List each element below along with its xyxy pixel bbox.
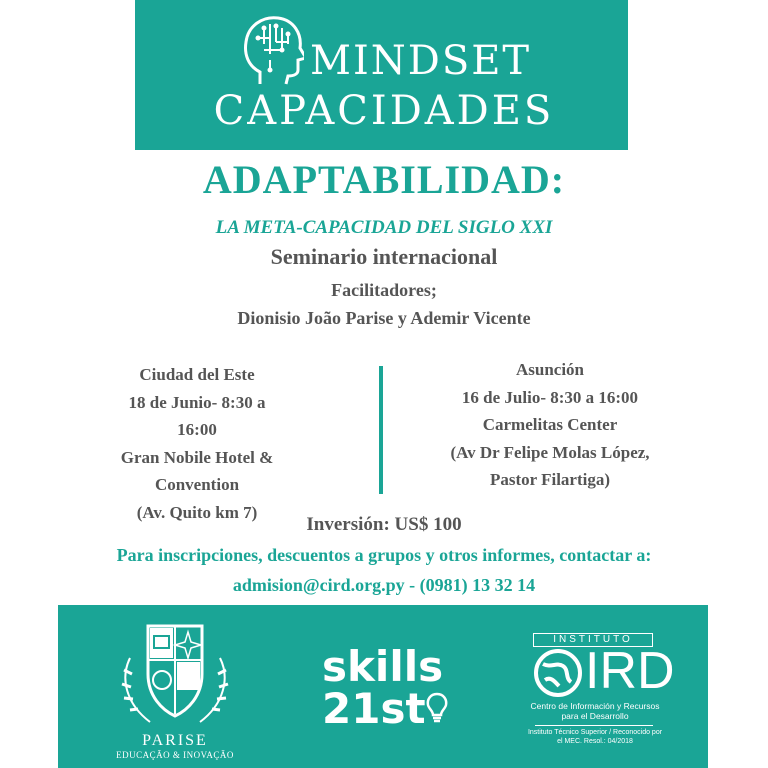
event-line: Carmelitas Center	[482, 415, 618, 434]
event-line: 16 de Julio- 8:30 a 16:00	[461, 387, 639, 407]
parise-name: PARISE	[142, 732, 208, 749]
brand-name-line1: MINDSET	[310, 38, 532, 84]
cird-divider	[535, 725, 653, 726]
event-line: Asunción	[515, 360, 585, 379]
event-line: Pastor Filartiga)	[489, 470, 611, 489]
skills-word: skills	[322, 642, 444, 691]
globe-icon	[533, 648, 583, 698]
seminar-label: Seminario internacional	[270, 244, 498, 269]
event-line: 16:00	[177, 420, 217, 439]
event-line: (Av Dr Felipe Molas López,	[450, 442, 650, 462]
contact-instructions: Para inscripciones, descuentos a grupos y otros informes, contactar a:	[116, 545, 652, 565]
event-line: Gran Nobile Hotel &	[120, 447, 274, 467]
event-line: Convention	[154, 475, 240, 494]
head-circuit-icon	[240, 14, 304, 86]
page-subtitle: LA META-CAPACIDAD DEL SIGLO XXI	[215, 217, 553, 238]
event-asuncion	[430, 356, 670, 494]
contact-details[interactable]: admision@cird.org.py - (0981) 13 32 14	[232, 575, 536, 595]
cird-institute-label: INSTITUTO	[533, 633, 653, 647]
skills-21st-word: 21st	[322, 684, 426, 733]
parise-crest-logo	[110, 618, 240, 730]
column-divider	[379, 366, 383, 494]
cird-description: Centro de Información y Recursos para el Desarrollo	[530, 701, 660, 721]
facilitators-names: Dionisio João Parise y Ademir Vicente	[237, 308, 531, 328]
facilitators-label: Facilitadores;	[331, 280, 437, 300]
event-ciudad-del-este	[102, 361, 292, 526]
event-line: Ciudad del Este	[139, 365, 255, 384]
brand-name-line2: CAPACIDADES	[213, 88, 555, 134]
skills-21st-logo	[322, 642, 472, 733]
parise-tagline: EDUCAÇÃO & INOVAÇÃO	[116, 750, 234, 760]
cird-accreditation: Instituto Técnico Superior / Reconocido por el MEC. Resol.: 04/2018	[527, 729, 663, 745]
page-title: ADAPTABILIDAD:	[202, 157, 566, 202]
event-line: (Av. Quito km 7)	[136, 502, 258, 522]
event-line: 18 de Junio- 8:30 a	[128, 392, 266, 412]
lightbulb-icon	[425, 692, 449, 724]
price-label: Inversión: US$ 100	[306, 514, 462, 535]
cird-name: IRD	[585, 642, 675, 700]
